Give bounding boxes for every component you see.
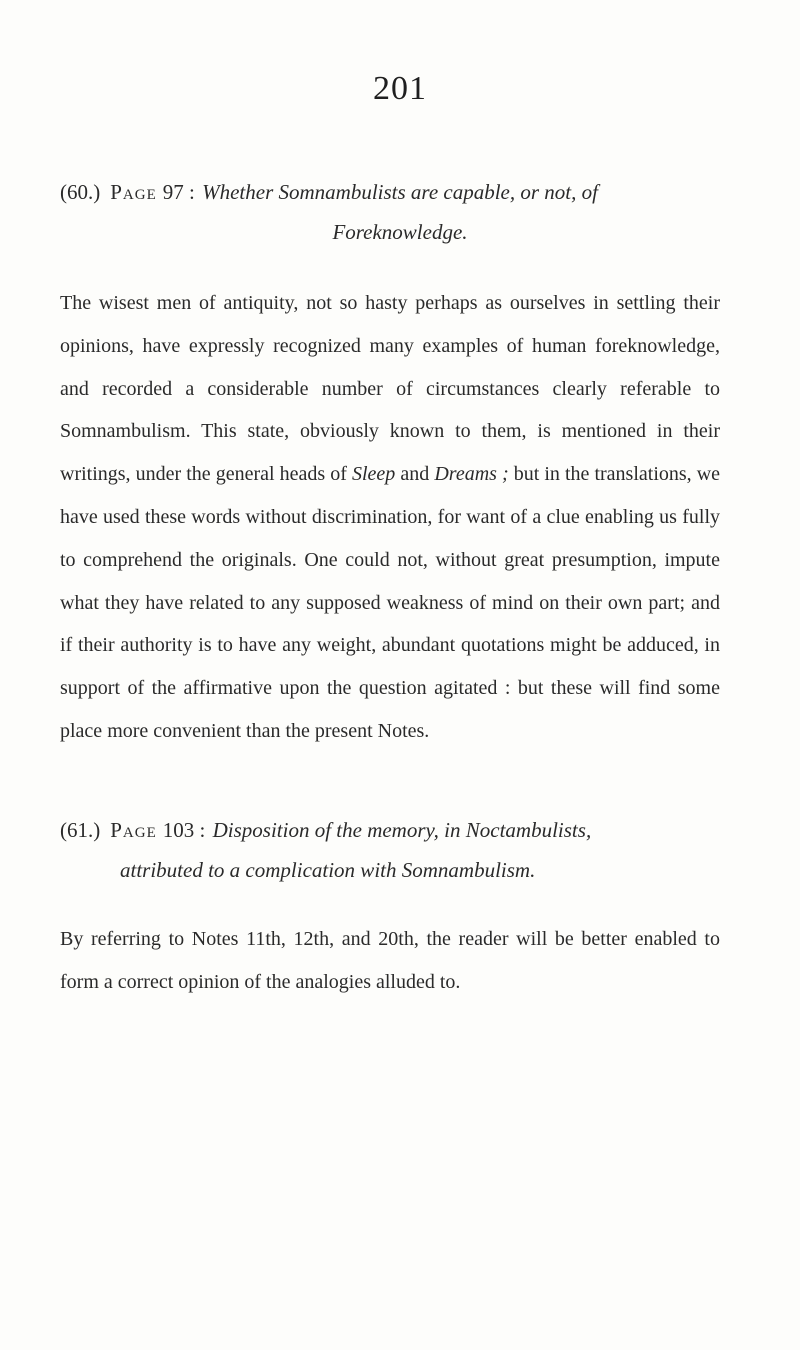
note-number: (60.) <box>60 180 101 204</box>
note-number: (61.) <box>60 818 101 842</box>
note-body: By referring to Notes 11th, 12th, and 20th, the reader will be better enabled to form a correct opinion of the analogies alluded to. <box>60 928 720 993</box>
page-label: Page <box>110 818 157 842</box>
page-number: 201 <box>373 70 427 107</box>
note-heading <box>60 810 730 850</box>
page-reference: 103 : <box>162 818 206 842</box>
page-label: Page <box>110 180 157 204</box>
note-61 <box>0 810 800 1004</box>
note-heading <box>60 172 730 212</box>
note-title: Disposition of the memory, in Noctambulists, <box>212 818 592 842</box>
note-title-continued: Foreknowledge. <box>332 220 468 244</box>
note-body <box>60 282 720 753</box>
body-text: but in the translations, we have used these words without discrimination, for want of a clue enabling us fully to comprehend the originals. One could not, without great presumption, impute what they have related to any supposed weakness of mind on their own part; and if their authority is to have any weight, abundant quotations might be adduced, in support of the affirmative upon the question agitated : but these will find some place more convenient than the present Notes. <box>60 463 721 742</box>
body-text: The wisest men of antiquity, not so hasty perhaps as ourselves in settling their opinions, have expressly recognized many examples of human foreknowledge, and recorded a considerable number of circumstances clearly referable to Somnambulism. This state, obviously known to them, is mentioned in their writings, under the general heads of <box>60 292 720 486</box>
body-italic: Dreams ; <box>434 463 509 486</box>
body-text: and <box>400 463 430 486</box>
note-title: Whether Somnambulists are capable, or not, of <box>202 180 598 204</box>
page-reference: 97 : <box>162 180 195 204</box>
note-60 <box>0 172 800 753</box>
note-title-continued: attributed to a complication with Somnambulism. <box>120 858 536 882</box>
body-italic: Sleep <box>351 463 396 486</box>
